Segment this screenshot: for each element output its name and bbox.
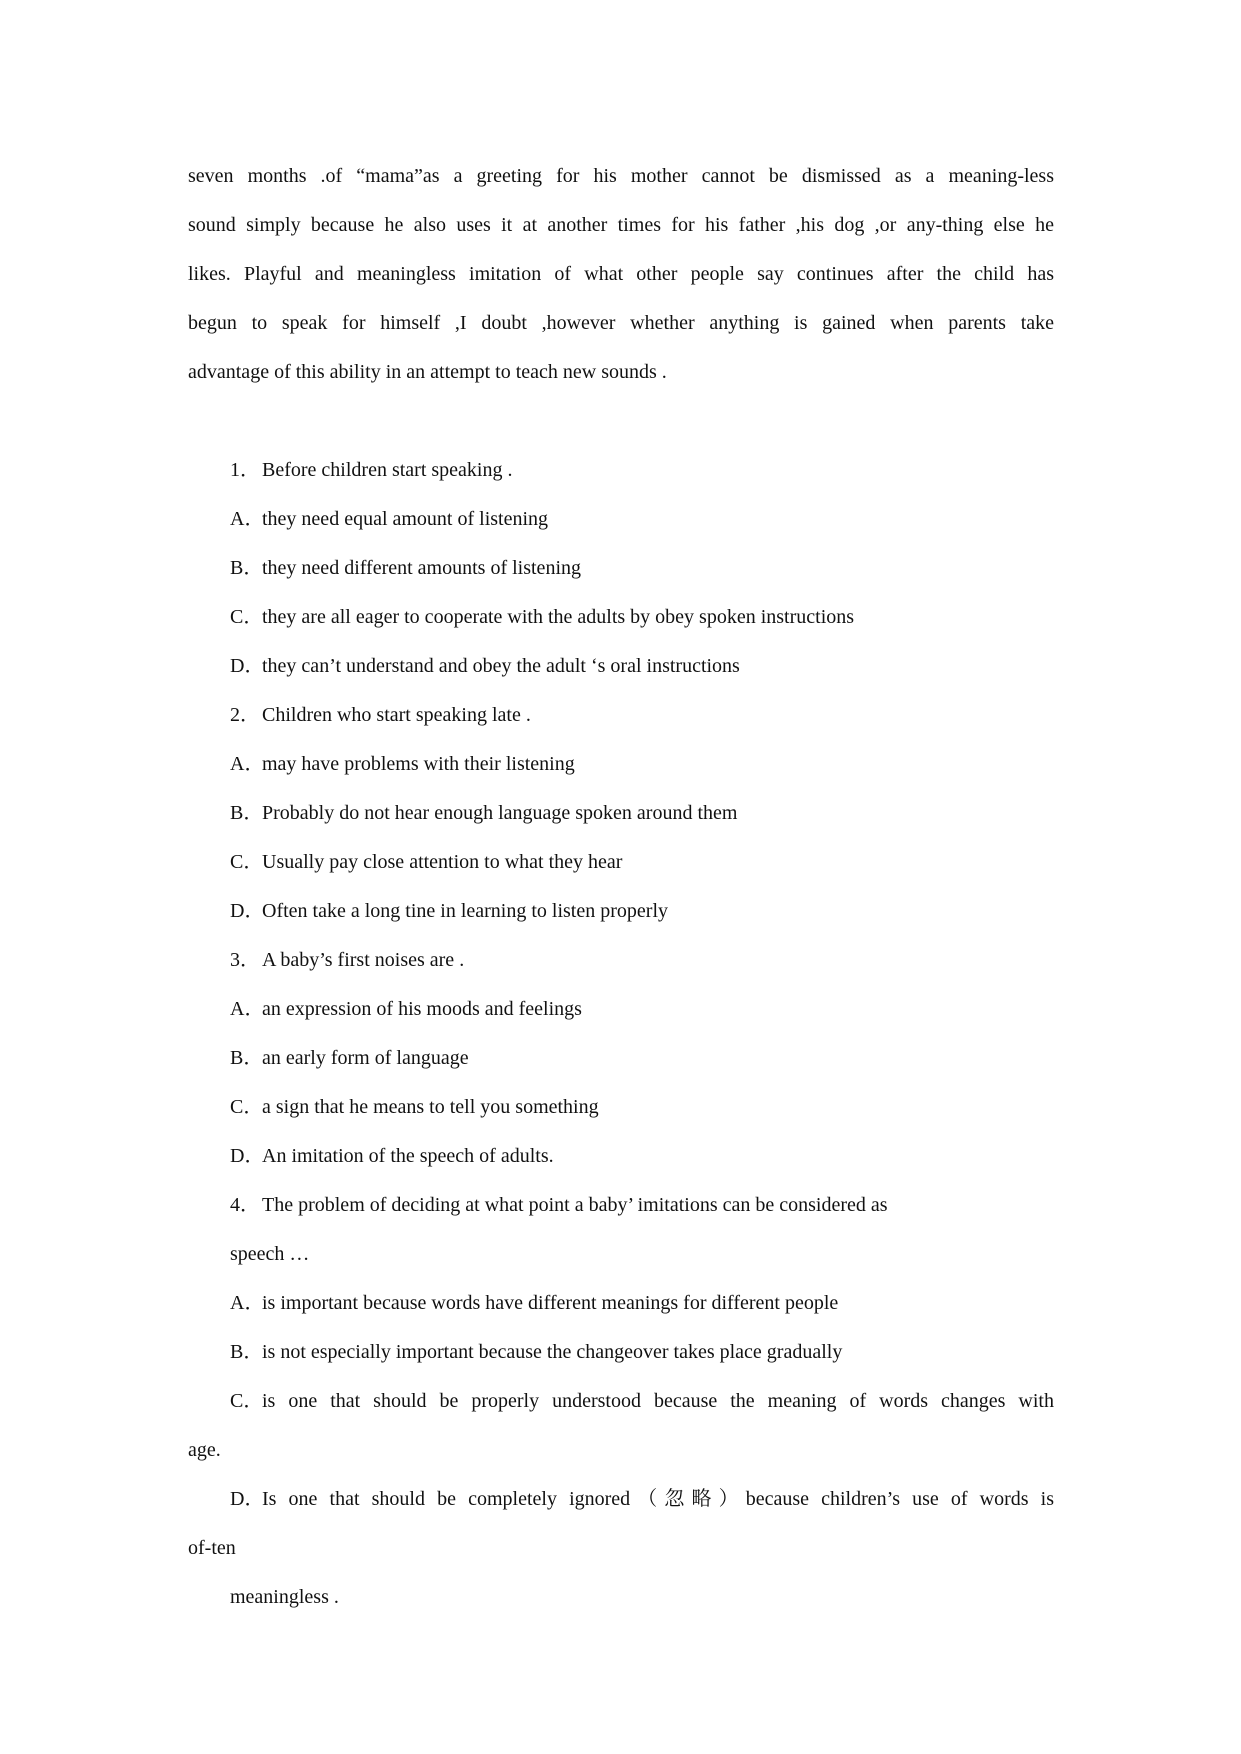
answer-option bbox=[0, 1328, 1241, 1377]
option-text: a sign that he means to tell you something bbox=[262, 1096, 599, 1118]
answer-option bbox=[0, 740, 1241, 789]
question-text: The problem of deciding at what point a baby’ imitations can be considered as bbox=[262, 1194, 888, 1216]
option-text: they are all eager to cooperate with the adults by obey spoken instructions bbox=[262, 606, 855, 628]
option-text: is not especially important because the changeover takes place gradually bbox=[262, 1341, 843, 1363]
answer-option bbox=[0, 1132, 1241, 1181]
option-letter: C． bbox=[230, 1096, 264, 1118]
option-text: an expression of his moods and feelings bbox=[262, 998, 582, 1020]
option-text: is important because words have different meanings for different people bbox=[262, 1292, 839, 1314]
answer-option bbox=[0, 495, 1241, 544]
question-stem bbox=[0, 691, 1241, 740]
passage-line: likes. Playful and meaningless imitation of what other people say continues after the child has bbox=[188, 263, 1054, 285]
option-letter: A． bbox=[230, 508, 265, 530]
reading-passage bbox=[188, 152, 1054, 397]
option-letter: A． bbox=[230, 753, 265, 775]
option-continuation: of-ten bbox=[188, 1537, 236, 1559]
passage-line: seven months .of “mama”as a greeting for his mother cannot be dismissed as a meaning-less bbox=[188, 165, 1054, 187]
question-stem bbox=[0, 1181, 1241, 1230]
option-text: An imitation of the speech of adults. bbox=[262, 1145, 554, 1167]
option-letter: D． bbox=[230, 1488, 265, 1510]
option-letter: D． bbox=[230, 1145, 265, 1167]
passage-line: advantage of this ability in an attempt to teach new sounds . bbox=[188, 361, 667, 383]
answer-option bbox=[0, 1475, 1054, 1524]
option-letter: B． bbox=[230, 1047, 264, 1069]
answer-option bbox=[0, 1279, 1241, 1328]
option-letter: C． bbox=[230, 851, 264, 873]
question-text: A baby’s first noises are . bbox=[262, 949, 465, 971]
option-letter: A． bbox=[230, 998, 265, 1020]
question-number: 3． bbox=[230, 949, 260, 971]
answer-option bbox=[0, 1034, 1241, 1083]
option-text: Is one that should be completely ignored（忽略）because children’s use of words is bbox=[262, 1488, 1054, 1510]
answer-option bbox=[0, 544, 1241, 593]
question-list bbox=[0, 446, 1241, 1622]
question-text: Children who start speaking late . bbox=[262, 704, 531, 726]
answer-option bbox=[0, 593, 1241, 642]
question-stem-continuation: speech … bbox=[230, 1243, 310, 1265]
question-stem bbox=[0, 936, 1241, 985]
option-text: they need equal amount of listening bbox=[262, 508, 549, 530]
option-text: may have problems with their listening bbox=[262, 753, 575, 775]
option-letter: D． bbox=[230, 655, 265, 677]
option-text: an early form of language bbox=[262, 1047, 469, 1069]
answer-option bbox=[0, 838, 1241, 887]
question-number: 4． bbox=[230, 1194, 260, 1216]
option-continuation: age. bbox=[188, 1439, 221, 1461]
answer-option bbox=[0, 985, 1241, 1034]
answer-option bbox=[0, 1377, 1054, 1426]
option-text: they can’t understand and obey the adult ‘s oral instructions bbox=[262, 655, 740, 677]
option-letter: B． bbox=[230, 557, 264, 579]
option-letter: B． bbox=[230, 1341, 264, 1363]
option-letter: C． bbox=[230, 1390, 264, 1412]
option-letter: B． bbox=[230, 802, 264, 824]
question-stem bbox=[0, 446, 1241, 495]
option-text: Probably do not hear enough language spoken around them bbox=[262, 802, 738, 824]
option-letter: C． bbox=[230, 606, 264, 628]
answer-option bbox=[0, 642, 1241, 691]
question-number: 1． bbox=[230, 459, 260, 481]
option-text: Often take a long tine in learning to listen properly bbox=[262, 900, 668, 922]
passage-line: sound simply because he also uses it at another times for his father ,his dog ,or any-thing else he bbox=[188, 214, 1054, 236]
answer-option bbox=[0, 789, 1241, 838]
option-text: is one that should be properly understood because the meaning of words changes with bbox=[262, 1390, 1054, 1412]
option-text: Usually pay close attention to what they hear bbox=[262, 851, 623, 873]
option-letter: A． bbox=[230, 1292, 265, 1314]
question-text: Before children start speaking . bbox=[262, 459, 513, 481]
option-text: they need different amounts of listening bbox=[262, 557, 581, 579]
passage-line: begun to speak for himself ,I doubt ,however whether anything is gained when parents take bbox=[188, 312, 1054, 334]
option-continuation: meaningless . bbox=[230, 1586, 339, 1608]
answer-option bbox=[0, 1083, 1241, 1132]
answer-option bbox=[0, 887, 1241, 936]
question-number: 2． bbox=[230, 704, 260, 726]
option-letter: D． bbox=[230, 900, 265, 922]
